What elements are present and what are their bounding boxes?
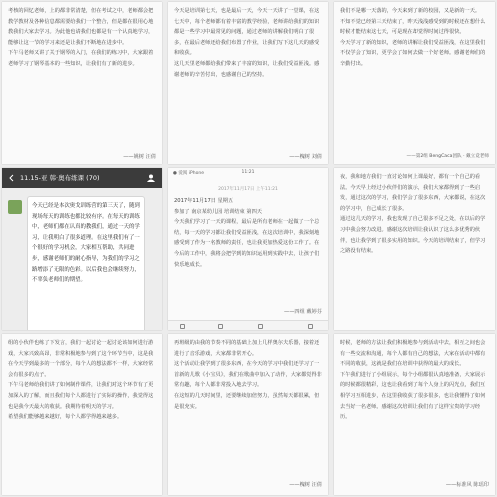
checklist-icon[interactable] — [218, 324, 223, 329]
note-card-3 — [334, 2, 495, 164]
note-toolbar — [168, 320, 328, 330]
note-signature: ——槐树 刘倩 — [289, 154, 322, 160]
note-card-7 — [2, 334, 162, 495]
avatar[interactable] — [8, 200, 22, 214]
note-text: 今天是培训第七天，也是最后一天，今天一天讲了一堂课，在这七天中，每个老师都有着丰富的教学经验，老师讲给我们的知识都是一些学习中最常见的问题，通过老师的讲解我们明白了很多，在最后老师还给我们布置了作业，让我们写下这几天的感受和收获。 这几天里老师都给我们带来了丰富的知识，让我们受益匪浅。感谢老师的辛苦付出，也感谢自己的坚持。 — [174, 8, 320, 78]
note-text: 时候，老师的方法让我们积极地参与到活动中去，相互之间也会有一些交流和沟通，每个人都有自己的想法，大家在活动中都有不同的收获，这就是我们在培训中获得的最大的成长。 下午我们进行了小组展示，每个小组都很认真地准备，大家展示的时候都很精彩，这也让我看到了每个人身上的闪光点，我们互相学习互相进步，在这里我收获了很多很多，也让我懂得了如何去当好一名老师。感谢这次培训让我们有了这样宝贵的学习经历。 — [340, 340, 486, 421]
note-signature: ——四组 戴婷芬 — [284, 309, 322, 315]
status-time: 11:21 — [241, 170, 255, 175]
note-date: 2017年11月17日 上午11:21 — [218, 187, 278, 192]
delete-icon[interactable] — [180, 324, 185, 329]
status-bar — [168, 168, 328, 178]
note-card-6 — [334, 168, 495, 330]
note-text: 再班级的由我的节奏不同的基础上加上几样奥尔夫乐器，接着还进行了音乐游戏，大家都非常开心。 这个活动让我学到了很多东西，在今天的学习中我们还学习了一首新的儿歌《小宝贝》，我们在歌曲中加入了动作，大家都觉得非常有趣，每个人都非常投入地去学习。 在这短的几天时间里，还要继续加倍努力，虽然每天都很累，但是很充实。 — [174, 340, 322, 410]
chat-body — [2, 188, 162, 330]
note-text: 考核的回忆老师，上的都非常清楚，但在考试之中，老师都会把教学教材及各种信息都需要给我们一个整合，但是都在很用心地教我们大家去学习。为此他也请我们也都是有一个认真地学习，能够让这一节的学习来还是让我们不断地在进步中。 下午马老师又讲了关于钢琴的入门，在我们的练习中，大家跟着老师学习了钢琴基本的一些知识，让我们有了新的进步。 — [8, 8, 154, 67]
note-signature: ——槐树 汪倩 — [289, 482, 322, 488]
chevron-left-icon[interactable] — [8, 174, 16, 182]
chat-title: 11.15-亚 韩·奥布练课 (70) — [20, 174, 100, 182]
note-card-2 — [168, 2, 328, 164]
note-signature: ——第2组 BengCaca团队 · 戴立竞老师 — [406, 154, 489, 159]
camera-icon[interactable] — [258, 324, 263, 329]
note-card-1 — [2, 2, 162, 164]
note-signature: ——姚树 汪倩 — [123, 154, 156, 160]
note-card-9 — [334, 334, 495, 495]
note-text: 我们不是哪一天落的，今天来到了新的校园，又是新的一天。 不知不觉已经第三天结束了，昨天浅浅感受到的时候还在想什么时候才能结束这七天，可是现在却觉得时间过得很快。 今天学习了新的知识，老师的讲解让我们受益匪浅，在这里我们不仅学会了知识，更学会了如何去做一个好老师。感谢老师们的辛勤付出。 — [340, 8, 486, 67]
wechat-chat-card — [2, 168, 162, 330]
compose-icon[interactable] — [308, 324, 313, 329]
chat-header — [2, 168, 162, 188]
note-signature: ——标准风 陈瑶印 — [445, 482, 489, 488]
status-app: ● 爱阅 iPhone — [173, 171, 204, 176]
note-app-card — [168, 168, 328, 330]
chat-message-bubble: 今天已经是本次奥戈训练营的第三天了，随到现场每天的训练也都比较有序。在每天的训练中，老师们都在认真的教我们，通过一天的学习，让我明白了很多道理。在这里我们有了一个很好的学习机会，大家相互帮助，共同进步，感谢老师们的耐心指导，为我们的学习之路增添了无限的色彩。以后我也会继续努力，不辜负老师们的期望。 — [27, 196, 145, 330]
person-icon[interactable] — [146, 173, 156, 183]
note-text: 2017年11月17日 星期五 参加了 南京某幼儿园 培训结束 第四天 今天我们学习了一天的课程，最后是所有老师在一起做了一个总结，每一天的学习都让我们受益匪浅，在这次培训中，我深刻地感受到了作为一名教师的责任，也让我更加热爱这份工作了。在今后的工作中，我将会把学到的知识运用到实践中去，让孩子们快乐地成长。 — [174, 198, 320, 268]
note-text: 夜，我和地方我们一直讨论如何上课最好，都有一个自己的看法。今天早上经过小伙伴们的演示，我们大家都得到了一些启发，通过这次的学习，我们学会了很多东西，大家都说，在这次的学习中，自己成长了很多。 通过这几天的学习，我也发现了自己很多不足之处，在以后的学习中我会努力改进。感谢这次培训让我认识了这么多优秀的伙伴，也让我学到了很多实用的知识。今天的培训结束了，但学习之路没有结束。 — [340, 174, 486, 255]
note-card-8 — [168, 334, 328, 495]
note-text: 组的小伙伴也练了下发言，我们一起讨论一起讨论该如何进行游戏，大家兴致高昂，非常积极地参与到了这个环节当中，这是我在今天学到最多的一个部分，每个人的想法都不一样，大家经常会有很多的点子。 下午马老师给我们讲了如何制作课件，让我们对这个环节有了更加深入的了解，而且我们每个人都进行了实际的操作，我觉得这也是我今天最大的收获。我期待着明天的学习。 希望我们能够越来越好，每个人都学得越来越多。 — [8, 340, 154, 421]
